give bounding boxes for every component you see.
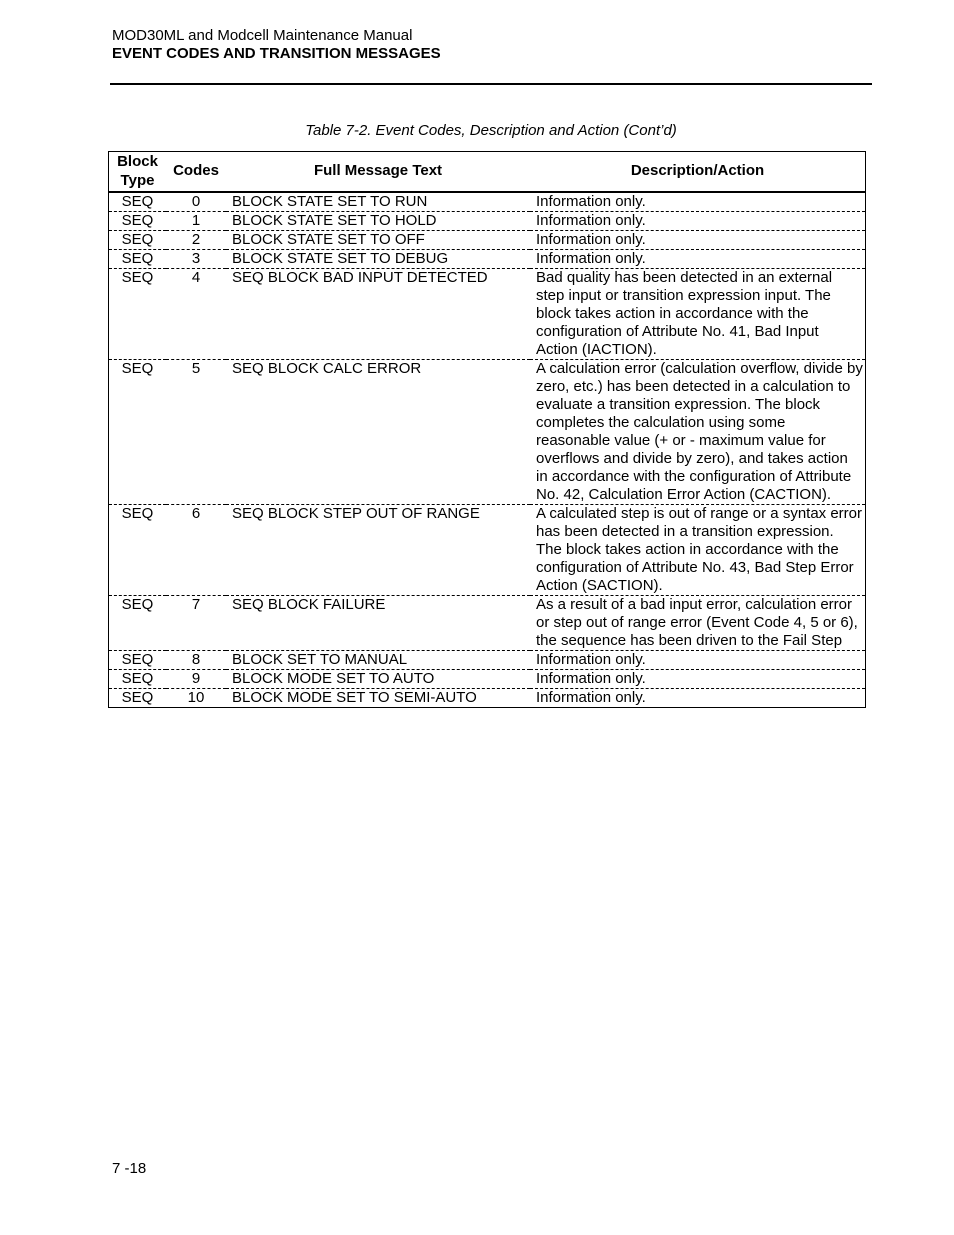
column-header-message: Full Message Text xyxy=(313,162,443,179)
table-row xyxy=(109,670,866,689)
cell-description: Information only. xyxy=(536,670,646,687)
table-row xyxy=(109,689,866,708)
column-header-block-type: Block Type xyxy=(117,153,158,189)
header-divider xyxy=(110,83,872,85)
cell-message: BLOCK STATE SET TO HOLD xyxy=(232,212,437,229)
cell-code: 5 xyxy=(191,360,201,377)
cell-message: BLOCK MODE SET TO SEMI-AUTO xyxy=(232,689,477,706)
cell-code: 3 xyxy=(191,250,201,267)
cell-description: Information only. xyxy=(536,250,646,267)
table-caption: Table 7-2. Event Codes, Description and Action (Cont’d) xyxy=(305,122,677,139)
cell-block-type: SEQ xyxy=(121,250,154,267)
page-number: 7 -18 xyxy=(112,1160,147,1177)
cell-code: 10 xyxy=(187,689,205,706)
cell-message: BLOCK STATE SET TO RUN xyxy=(232,193,428,210)
cell-block-type: SEQ xyxy=(121,360,154,377)
cell-block-type: SEQ xyxy=(121,651,154,668)
table-row xyxy=(109,651,866,670)
table-row xyxy=(109,505,866,596)
cell-description: Information only. xyxy=(536,651,646,668)
cell-message: BLOCK SET TO MANUAL xyxy=(232,651,408,668)
cell-message: BLOCK MODE SET TO AUTO xyxy=(232,670,435,687)
cell-block-type: SEQ xyxy=(121,670,154,687)
table-row xyxy=(109,192,866,212)
table-row xyxy=(109,360,866,505)
cell-message: BLOCK STATE SET TO OFF xyxy=(232,231,425,248)
cell-code: 0 xyxy=(191,193,201,210)
cell-message: SEQ BLOCK CALC ERROR xyxy=(232,360,422,377)
cell-description: Bad quality has been detected in an external step input or transition expression input. The block takes action in accordance with the configuration of Attribute No. 41, Bad Input Action (IACTION). xyxy=(536,269,833,358)
cell-block-type: SEQ xyxy=(121,212,154,229)
cell-block-type: SEQ xyxy=(121,193,154,210)
table-row xyxy=(109,596,866,651)
cell-code: 6 xyxy=(191,505,201,522)
event-codes-table xyxy=(108,151,866,708)
cell-description: A calculation error (calculation overflow, divide by zero, etc.) has been detected in a calculation to evaluate a transition expression. The block completes the calculation using some reasonable value (+ or - maximum value for overflows and divide by zero), and takes action in accordance with the configuration of Attribute No. 42, Calculation Error Action (CACTION). xyxy=(536,360,863,503)
cell-code: 1 xyxy=(191,212,201,229)
table-row xyxy=(109,212,866,231)
cell-block-type: SEQ xyxy=(121,231,154,248)
cell-description: Information only. xyxy=(536,231,646,248)
table-row xyxy=(109,269,866,360)
manual-title: MOD30ML and Modcell Maintenance Manual xyxy=(112,27,413,44)
cell-message: BLOCK STATE SET TO DEBUG xyxy=(232,250,449,267)
cell-description: Information only. xyxy=(536,193,646,210)
cell-code: 9 xyxy=(191,670,201,687)
cell-block-type: SEQ xyxy=(121,269,154,286)
table-body xyxy=(109,192,866,708)
cell-block-type: SEQ xyxy=(121,505,154,522)
cell-block-type: SEQ xyxy=(121,596,154,613)
page-header xyxy=(112,27,441,63)
cell-description: Information only. xyxy=(536,212,646,229)
cell-message: SEQ BLOCK FAILURE xyxy=(232,596,386,613)
cell-code: 8 xyxy=(191,651,201,668)
cell-code: 7 xyxy=(191,596,201,613)
column-header-description: Description/Action xyxy=(630,162,765,179)
section-title: EVENT CODES AND TRANSITION MESSAGES xyxy=(112,45,441,62)
table-row xyxy=(109,231,866,250)
cell-description: A calculated step is out of range or a syntax error has been detected in a transition expression. The block takes action in accordance with the configuration of Attribute No. 43, Bad Step Error Action (SACTION). xyxy=(536,505,863,594)
cell-message: SEQ BLOCK STEP OUT OF RANGE xyxy=(232,505,480,522)
cell-code: 4 xyxy=(191,269,201,286)
cell-block-type: SEQ xyxy=(121,689,154,706)
column-header-codes: Codes xyxy=(173,162,219,179)
table-header-row xyxy=(109,152,866,193)
cell-description: As a result of a bad input error, calculation error or step out of range error (Event Code 4, 5 or 6), the sequence has been driven to the Fail Step xyxy=(536,596,858,649)
cell-code: 2 xyxy=(191,231,201,248)
cell-description: Information only. xyxy=(536,689,646,706)
table-row xyxy=(109,250,866,269)
cell-message: SEQ BLOCK BAD INPUT DETECTED xyxy=(232,269,488,286)
